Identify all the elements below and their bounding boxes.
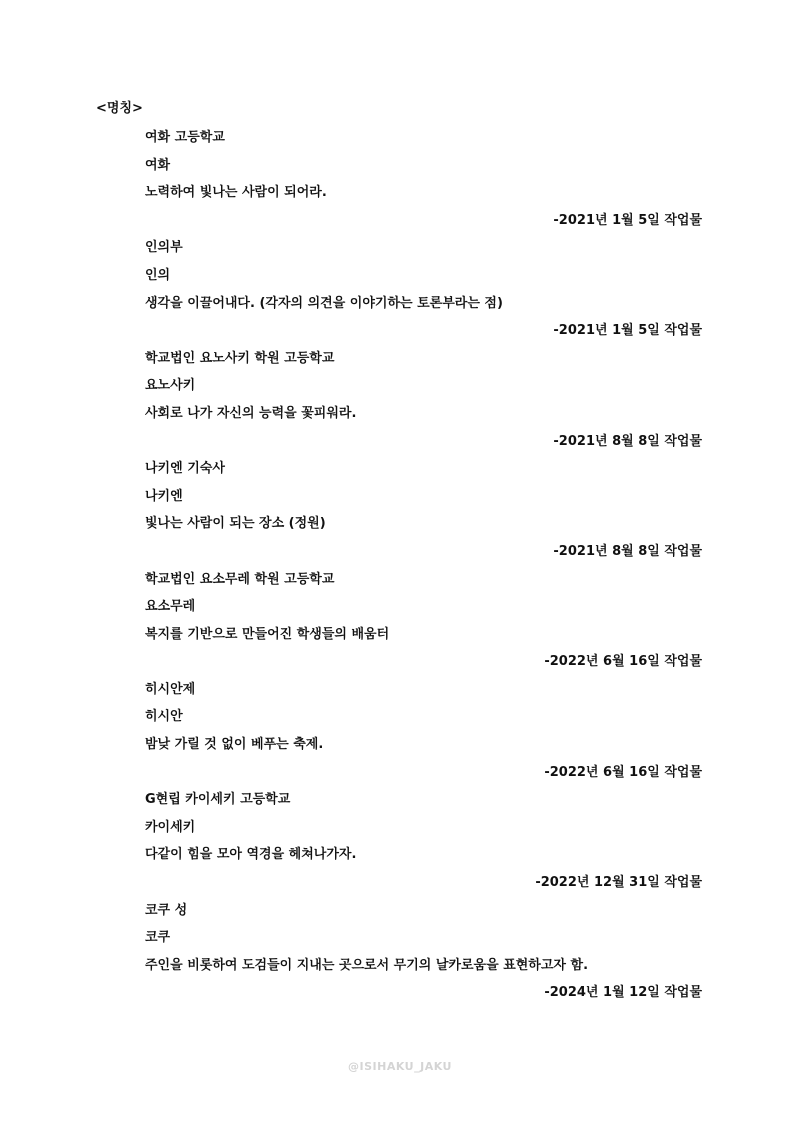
entry-date: -2022년 6월 16일 작업물 [544, 654, 702, 670]
entry [145, 458, 702, 563]
entry-short-name: 카이세키 [145, 819, 196, 835]
entry-description: 빛나는 사람이 되는 장소 (정원) [145, 516, 326, 532]
entry-description: 주인을 비롯하여 도검들이 지내는 곳으로서 무기의 날카로움을 표현하고자 함. [145, 957, 589, 973]
entry-description: 노력하여 빛나는 사람이 되어라. [145, 185, 327, 201]
entry [145, 127, 702, 232]
entry-description: 생각을 이끌어내다. (각자의 의견을 이야기하는 토론부라는 점) [145, 295, 503, 311]
entry-short-name: 인의 [145, 267, 171, 283]
entry-date: -2022년 6월 16일 작업물 [544, 764, 702, 780]
entry-date: -2021년 8월 8일 작업물 [553, 433, 702, 449]
entry-short-name: 요소무레 [145, 599, 196, 615]
entry-name: 학교법인 요소무레 학원 고등학교 [145, 571, 335, 587]
entry [145, 237, 702, 342]
page-heading: <명칭> [96, 101, 143, 116]
entry-name: 나키엔 기숙사 [145, 461, 225, 477]
entry-name: 여화 고등학교 [145, 130, 225, 145]
entry-description: 복지를 기반으로 만들어진 학생들의 배움터 [145, 626, 390, 642]
entry [145, 348, 702, 453]
entry [145, 679, 702, 784]
entry-name: 코쿠 성 [145, 902, 188, 918]
entry-short-name: 나키엔 [145, 488, 183, 504]
entry-description: 다같이 힘을 모아 역경을 헤쳐나가자. [145, 847, 357, 863]
entry [145, 569, 702, 674]
entry [145, 789, 702, 894]
watermark: @ISIHAKU_JAKU [348, 1060, 452, 1073]
entry-name: 인의부 [145, 240, 183, 256]
entry [145, 900, 702, 1005]
entry-short-name: 히시안 [145, 709, 183, 725]
entry-short-name: 여화 [145, 157, 171, 173]
entries-list [145, 127, 702, 1010]
entry-name: G현립 카이세키 고등학교 [145, 792, 291, 808]
entry-date: -2021년 1월 5일 작업물 [553, 212, 702, 228]
entry-name: 히시안제 [145, 681, 196, 697]
entry-date: -2021년 1월 5일 작업물 [553, 323, 702, 339]
entry-date: -2022년 12월 31일 작업물 [535, 875, 702, 891]
entry-short-name: 요노사키 [145, 378, 196, 394]
entry-name: 학교법인 요노사키 학원 고등학교 [145, 350, 335, 366]
entry-description: 밤낮 가릴 것 없이 베푸는 축제. [145, 737, 324, 753]
entry-description: 사회로 나가 자신의 능력을 꽃피워라. [145, 405, 357, 421]
entry-short-name: 코쿠 [145, 930, 171, 946]
entry-date: -2021년 8월 8일 작업물 [553, 543, 702, 559]
entry-date: -2024년 1월 12일 작업물 [544, 985, 702, 1001]
